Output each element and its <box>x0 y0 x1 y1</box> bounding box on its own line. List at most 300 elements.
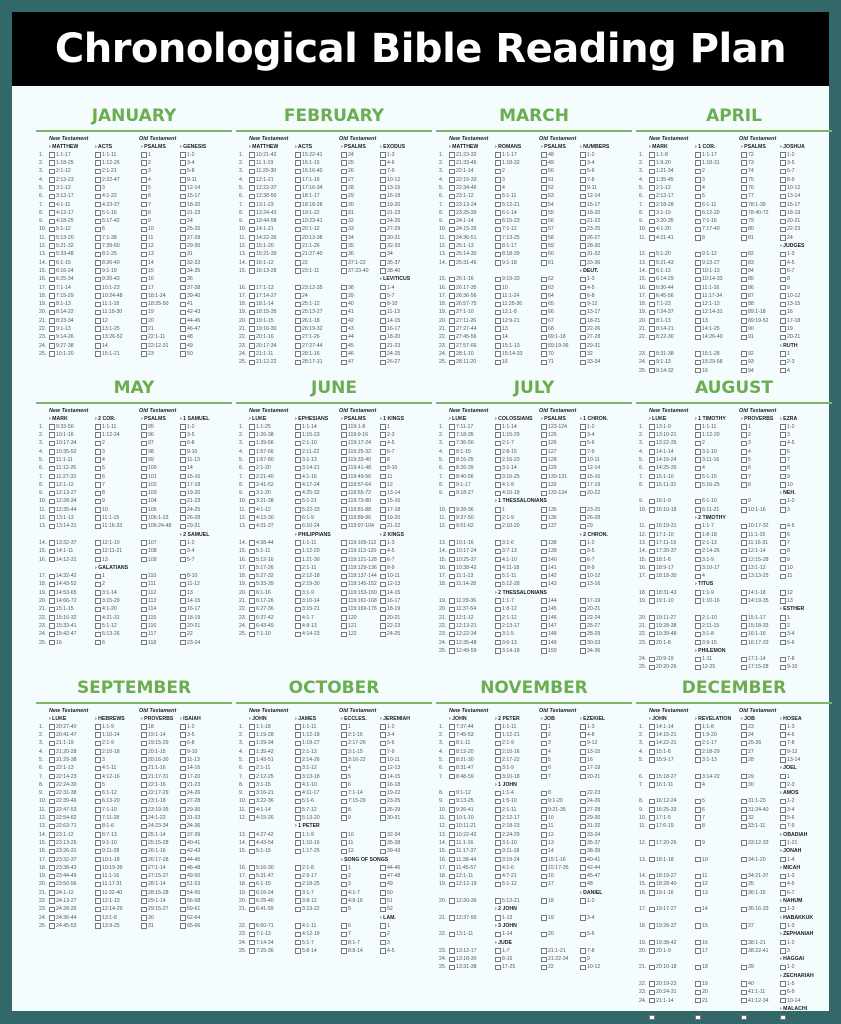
checkbox[interactable] <box>380 499 386 505</box>
reading-cell[interactable] <box>741 822 780 830</box>
reading-cell[interactable] <box>580 723 630 731</box>
reading-cell[interactable] <box>695 250 741 258</box>
reading-cell[interactable] <box>741 556 780 564</box>
reading-cell[interactable] <box>380 489 430 497</box>
checkbox[interactable] <box>495 277 501 283</box>
reading-cell[interactable] <box>649 531 695 539</box>
checkbox[interactable] <box>141 449 147 455</box>
checkbox[interactable] <box>495 898 501 904</box>
reading-cell[interactable] <box>180 781 230 789</box>
checkbox[interactable] <box>695 293 701 299</box>
checkbox[interactable] <box>341 252 347 258</box>
reading-cell[interactable] <box>49 589 95 597</box>
checkbox[interactable] <box>695 799 701 805</box>
checkbox[interactable] <box>49 474 55 480</box>
reading-cell[interactable] <box>341 614 380 622</box>
checkbox[interactable] <box>295 152 301 158</box>
checkbox[interactable] <box>141 177 147 183</box>
reading-cell[interactable] <box>49 250 95 258</box>
reading-cell[interactable] <box>780 639 830 647</box>
reading-cell[interactable] <box>341 947 380 955</box>
checkbox[interactable] <box>249 432 255 438</box>
checkbox[interactable] <box>780 757 786 763</box>
checkbox[interactable] <box>495 840 501 846</box>
reading-cell[interactable] <box>541 456 580 464</box>
reading-cell[interactable] <box>249 167 295 175</box>
checkbox[interactable] <box>541 326 547 332</box>
checkbox[interactable] <box>495 640 501 646</box>
checkbox[interactable] <box>49 160 55 166</box>
checkbox[interactable] <box>49 260 55 266</box>
checkbox[interactable] <box>541 302 547 308</box>
reading-cell[interactable] <box>180 217 230 225</box>
checkbox[interactable] <box>741 741 747 747</box>
checkbox[interactable] <box>495 351 501 357</box>
reading-cell[interactable] <box>380 342 430 350</box>
reading-cell[interactable] <box>49 350 95 358</box>
checkbox[interactable] <box>341 185 347 191</box>
checkbox[interactable] <box>141 466 147 472</box>
checkbox[interactable] <box>580 865 586 871</box>
reading-cell[interactable] <box>695 630 741 638</box>
checkbox[interactable] <box>49 152 55 158</box>
reading-cell[interactable] <box>449 514 495 522</box>
reading-cell[interactable] <box>695 464 741 472</box>
checkbox[interactable] <box>141 252 147 258</box>
reading-cell[interactable] <box>249 847 295 855</box>
checkbox[interactable] <box>380 252 386 258</box>
checkbox[interactable] <box>695 235 701 241</box>
reading-cell[interactable] <box>495 764 541 772</box>
checkbox[interactable] <box>695 623 701 629</box>
reading-cell[interactable] <box>695 350 741 358</box>
reading-cell[interactable] <box>780 184 830 192</box>
checkbox[interactable] <box>649 840 655 846</box>
checkbox[interactable] <box>95 907 101 913</box>
reading-cell[interactable] <box>649 333 695 341</box>
checkbox[interactable] <box>380 194 386 200</box>
checkbox[interactable] <box>141 799 147 805</box>
checkbox[interactable] <box>580 807 586 813</box>
reading-cell[interactable] <box>295 209 341 217</box>
reading-cell[interactable] <box>541 473 580 481</box>
reading-cell[interactable] <box>95 814 141 822</box>
checkbox[interactable] <box>741 177 747 183</box>
reading-cell[interactable] <box>141 922 180 930</box>
reading-cell[interactable] <box>249 267 295 275</box>
reading-cell[interactable] <box>295 250 341 258</box>
reading-cell[interactable] <box>449 831 495 839</box>
reading-cell[interactable] <box>49 225 95 233</box>
checkbox[interactable] <box>541 724 547 730</box>
reading-cell[interactable] <box>95 217 141 225</box>
checkbox[interactable] <box>541 219 547 225</box>
checkbox[interactable] <box>341 202 347 208</box>
checkbox[interactable] <box>649 285 655 291</box>
checkbox[interactable] <box>49 243 55 249</box>
reading-cell[interactable] <box>180 922 230 930</box>
checkbox[interactable] <box>141 865 147 871</box>
checkbox[interactable] <box>49 849 55 855</box>
reading-cell[interactable] <box>649 773 695 781</box>
reading-cell[interactable] <box>580 764 630 772</box>
checkbox[interactable] <box>695 857 701 863</box>
reading-cell[interactable] <box>341 439 380 447</box>
reading-cell[interactable] <box>495 605 541 613</box>
checkbox[interactable] <box>95 898 101 904</box>
reading-cell[interactable] <box>295 423 341 431</box>
reading-cell[interactable] <box>341 789 380 797</box>
reading-cell[interactable] <box>180 167 230 175</box>
checkbox[interactable] <box>295 898 301 904</box>
reading-cell[interactable] <box>49 489 95 497</box>
reading-cell[interactable] <box>249 880 295 888</box>
checkbox[interactable] <box>449 557 455 563</box>
reading-cell[interactable] <box>449 342 495 350</box>
reading-cell[interactable] <box>95 756 141 764</box>
checkbox[interactable] <box>249 882 255 888</box>
checkbox[interactable] <box>295 524 301 530</box>
checkbox[interactable] <box>780 824 786 830</box>
checkbox[interactable] <box>495 957 501 963</box>
reading-cell[interactable] <box>180 639 230 647</box>
reading-cell[interactable] <box>380 947 430 955</box>
reading-cell[interactable] <box>380 781 430 789</box>
checkbox[interactable] <box>495 598 501 604</box>
reading-cell[interactable] <box>780 572 830 580</box>
reading-cell[interactable] <box>495 748 541 756</box>
reading-cell[interactable] <box>741 456 780 464</box>
reading-cell[interactable] <box>180 789 230 797</box>
checkbox[interactable] <box>380 923 386 929</box>
checkbox[interactable] <box>495 202 501 208</box>
checkbox[interactable] <box>380 482 386 488</box>
reading-cell[interactable] <box>741 597 780 605</box>
reading-cell[interactable] <box>249 731 295 739</box>
checkbox[interactable] <box>141 474 147 480</box>
reading-cell[interactable] <box>180 423 230 431</box>
checkbox[interactable] <box>741 1015 747 1021</box>
reading-cell[interactable] <box>695 300 741 308</box>
reading-cell[interactable] <box>780 814 830 822</box>
checkbox[interactable] <box>141 318 147 324</box>
checkbox[interactable] <box>780 441 786 447</box>
checkbox[interactable] <box>295 424 301 430</box>
reading-cell[interactable] <box>780 275 830 283</box>
checkbox[interactable] <box>649 169 655 175</box>
reading-cell[interactable] <box>580 622 630 630</box>
reading-cell[interactable] <box>495 506 541 514</box>
reading-cell[interactable] <box>449 806 495 814</box>
checkbox[interactable] <box>341 898 347 904</box>
checkbox[interactable] <box>295 449 301 455</box>
checkbox[interactable] <box>249 807 255 813</box>
reading-cell[interactable] <box>495 806 541 814</box>
checkbox[interactable] <box>141 766 147 772</box>
reading-cell[interactable] <box>580 739 630 747</box>
reading-cell[interactable] <box>741 997 780 1005</box>
checkbox[interactable] <box>380 432 386 438</box>
checkbox[interactable] <box>741 774 747 780</box>
checkbox[interactable] <box>780 815 786 821</box>
reading-cell[interactable] <box>695 539 741 547</box>
reading-cell[interactable] <box>295 739 341 747</box>
reading-cell[interactable] <box>141 176 180 184</box>
checkbox[interactable] <box>95 882 101 888</box>
reading-cell[interactable] <box>695 822 741 830</box>
reading-cell[interactable] <box>449 797 495 805</box>
checkbox[interactable] <box>295 774 301 780</box>
checkbox[interactable] <box>780 640 786 646</box>
reading-cell[interactable] <box>780 176 830 184</box>
checkbox[interactable] <box>249 524 255 530</box>
checkbox[interactable] <box>580 169 586 175</box>
checkbox[interactable] <box>495 815 501 821</box>
reading-cell[interactable] <box>580 300 630 308</box>
reading-cell[interactable] <box>95 325 141 333</box>
checkbox[interactable] <box>580 326 586 332</box>
checkbox[interactable] <box>249 749 255 755</box>
reading-cell[interactable] <box>180 889 230 897</box>
reading-cell[interactable] <box>741 872 780 880</box>
reading-cell[interactable] <box>541 342 580 350</box>
reading-cell[interactable] <box>95 731 141 739</box>
reading-cell[interactable] <box>580 605 630 613</box>
checkbox[interactable] <box>380 466 386 472</box>
reading-cell[interactable] <box>741 814 780 822</box>
reading-cell[interactable] <box>495 872 541 880</box>
checkbox[interactable] <box>649 293 655 299</box>
checkbox[interactable] <box>580 285 586 291</box>
reading-cell[interactable] <box>649 192 695 200</box>
checkbox[interactable] <box>180 549 186 555</box>
checkbox[interactable] <box>341 923 347 929</box>
reading-cell[interactable] <box>541 773 580 781</box>
checkbox[interactable] <box>249 557 255 563</box>
checkbox[interactable] <box>380 210 386 216</box>
checkbox[interactable] <box>695 524 701 530</box>
reading-cell[interactable] <box>541 597 580 605</box>
reading-cell[interactable] <box>295 506 341 514</box>
checkbox[interactable] <box>49 890 55 896</box>
reading-cell[interactable] <box>741 448 780 456</box>
reading-cell[interactable] <box>341 622 380 630</box>
checkbox[interactable] <box>341 194 347 200</box>
reading-cell[interactable] <box>341 731 380 739</box>
checkbox[interactable] <box>95 857 101 863</box>
checkbox[interactable] <box>541 824 547 830</box>
checkbox[interactable] <box>141 874 147 880</box>
reading-cell[interactable] <box>341 225 380 233</box>
checkbox[interactable] <box>449 152 455 158</box>
reading-cell[interactable] <box>541 963 580 971</box>
reading-cell[interactable] <box>741 250 780 258</box>
reading-cell[interactable] <box>49 259 95 267</box>
reading-cell[interactable] <box>49 764 95 772</box>
reading-cell[interactable] <box>249 756 295 764</box>
reading-cell[interactable] <box>180 580 230 588</box>
reading-cell[interactable] <box>495 489 541 497</box>
checkbox[interactable] <box>695 532 701 538</box>
checkbox[interactable] <box>449 749 455 755</box>
checkbox[interactable] <box>180 849 186 855</box>
checkbox[interactable] <box>141 890 147 896</box>
reading-cell[interactable] <box>95 831 141 839</box>
reading-cell[interactable] <box>380 292 430 300</box>
reading-cell[interactable] <box>741 773 780 781</box>
reading-cell[interactable] <box>341 456 380 464</box>
reading-cell[interactable] <box>49 556 95 564</box>
checkbox[interactable] <box>741 540 747 546</box>
reading-cell[interactable] <box>649 806 695 814</box>
checkbox[interactable] <box>49 499 55 505</box>
checkbox[interactable] <box>649 757 655 763</box>
reading-cell[interactable] <box>695 448 741 456</box>
checkbox[interactable] <box>180 598 186 604</box>
checkbox[interactable] <box>580 210 586 216</box>
reading-cell[interactable] <box>580 814 630 822</box>
reading-cell[interactable] <box>780 889 830 897</box>
reading-cell[interactable] <box>495 539 541 547</box>
checkbox[interactable] <box>380 343 386 349</box>
reading-cell[interactable] <box>580 217 630 225</box>
checkbox[interactable] <box>649 457 655 463</box>
checkbox[interactable] <box>249 293 255 299</box>
checkbox[interactable] <box>580 857 586 863</box>
checkbox[interactable] <box>541 424 547 430</box>
checkbox[interactable] <box>741 532 747 538</box>
checkbox[interactable] <box>341 557 347 563</box>
checkbox[interactable] <box>295 890 301 896</box>
checkbox[interactable] <box>249 741 255 747</box>
reading-cell[interactable] <box>295 622 341 630</box>
reading-cell[interactable] <box>580 456 630 464</box>
reading-cell[interactable] <box>580 151 630 159</box>
checkbox[interactable] <box>780 177 786 183</box>
reading-cell[interactable] <box>649 350 695 358</box>
checkbox[interactable] <box>95 724 101 730</box>
reading-cell[interactable] <box>49 731 95 739</box>
checkbox[interactable] <box>380 302 386 308</box>
reading-cell[interactable] <box>449 448 495 456</box>
checkbox[interactable] <box>295 598 301 604</box>
checkbox[interactable] <box>49 335 55 341</box>
checkbox[interactable] <box>649 824 655 830</box>
reading-cell[interactable] <box>141 217 180 225</box>
checkbox[interactable] <box>580 302 586 308</box>
reading-cell[interactable] <box>249 201 295 209</box>
checkbox[interactable] <box>495 574 501 580</box>
checkbox[interactable] <box>649 623 655 629</box>
checkbox[interactable] <box>49 882 55 888</box>
checkbox[interactable] <box>780 749 786 755</box>
reading-cell[interactable] <box>141 275 180 283</box>
checkbox[interactable] <box>95 499 101 505</box>
reading-cell[interactable] <box>341 939 380 947</box>
reading-cell[interactable] <box>295 630 341 638</box>
checkbox[interactable] <box>649 549 655 555</box>
checkbox[interactable] <box>295 482 301 488</box>
checkbox[interactable] <box>380 799 386 805</box>
checkbox[interactable] <box>180 243 186 249</box>
checkbox[interactable] <box>741 318 747 324</box>
reading-cell[interactable] <box>49 342 95 350</box>
checkbox[interactable] <box>741 757 747 763</box>
reading-cell[interactable] <box>695 275 741 283</box>
checkbox[interactable] <box>49 194 55 200</box>
checkbox[interactable] <box>695 482 701 488</box>
reading-cell[interactable] <box>295 731 341 739</box>
reading-cell[interactable] <box>295 308 341 316</box>
reading-cell[interactable] <box>780 367 830 375</box>
checkbox[interactable] <box>295 515 301 521</box>
reading-cell[interactable] <box>141 614 180 622</box>
reading-cell[interactable] <box>380 905 430 913</box>
checkbox[interactable] <box>180 540 186 546</box>
reading-cell[interactable] <box>741 963 780 971</box>
checkbox[interactable] <box>495 318 501 324</box>
checkbox[interactable] <box>541 932 547 938</box>
reading-cell[interactable] <box>341 259 380 267</box>
checkbox[interactable] <box>141 160 147 166</box>
checkbox[interactable] <box>141 432 147 438</box>
reading-cell[interactable] <box>295 781 341 789</box>
checkbox[interactable] <box>141 741 147 747</box>
reading-cell[interactable] <box>95 439 141 447</box>
checkbox[interactable] <box>495 741 501 747</box>
reading-cell[interactable] <box>541 151 580 159</box>
reading-cell[interactable] <box>649 589 695 597</box>
checkbox[interactable] <box>141 210 147 216</box>
checkbox[interactable] <box>541 874 547 880</box>
reading-cell[interactable] <box>541 789 580 797</box>
reading-cell[interactable] <box>780 997 830 1005</box>
checkbox[interactable] <box>780 268 786 274</box>
checkbox[interactable] <box>380 724 386 730</box>
checkbox[interactable] <box>380 890 386 896</box>
reading-cell[interactable] <box>249 358 295 366</box>
reading-cell[interactable] <box>95 748 141 756</box>
checkbox[interactable] <box>249 424 255 430</box>
reading-cell[interactable] <box>95 522 141 530</box>
reading-cell[interactable] <box>541 847 580 855</box>
checkbox[interactable] <box>141 482 147 488</box>
checkbox[interactable] <box>380 441 386 447</box>
reading-cell[interactable] <box>449 308 495 316</box>
checkbox[interactable] <box>780 482 786 488</box>
reading-cell[interactable] <box>380 201 430 209</box>
checkbox[interactable] <box>580 277 586 283</box>
checkbox[interactable] <box>341 210 347 216</box>
reading-cell[interactable] <box>741 889 780 897</box>
reading-cell[interactable] <box>649 317 695 325</box>
reading-cell[interactable] <box>180 773 230 781</box>
reading-cell[interactable] <box>580 448 630 456</box>
reading-cell[interactable] <box>580 955 630 963</box>
checkbox[interactable] <box>580 840 586 846</box>
checkbox[interactable] <box>695 874 701 880</box>
reading-cell[interactable] <box>180 192 230 200</box>
reading-cell[interactable] <box>180 905 230 913</box>
checkbox[interactable] <box>249 360 255 366</box>
checkbox[interactable] <box>341 948 347 954</box>
reading-cell[interactable] <box>495 151 541 159</box>
checkbox[interactable] <box>341 441 347 447</box>
checkbox[interactable] <box>141 857 147 863</box>
reading-cell[interactable] <box>380 723 430 731</box>
reading-cell[interactable] <box>95 589 141 597</box>
reading-cell[interactable] <box>495 292 541 300</box>
